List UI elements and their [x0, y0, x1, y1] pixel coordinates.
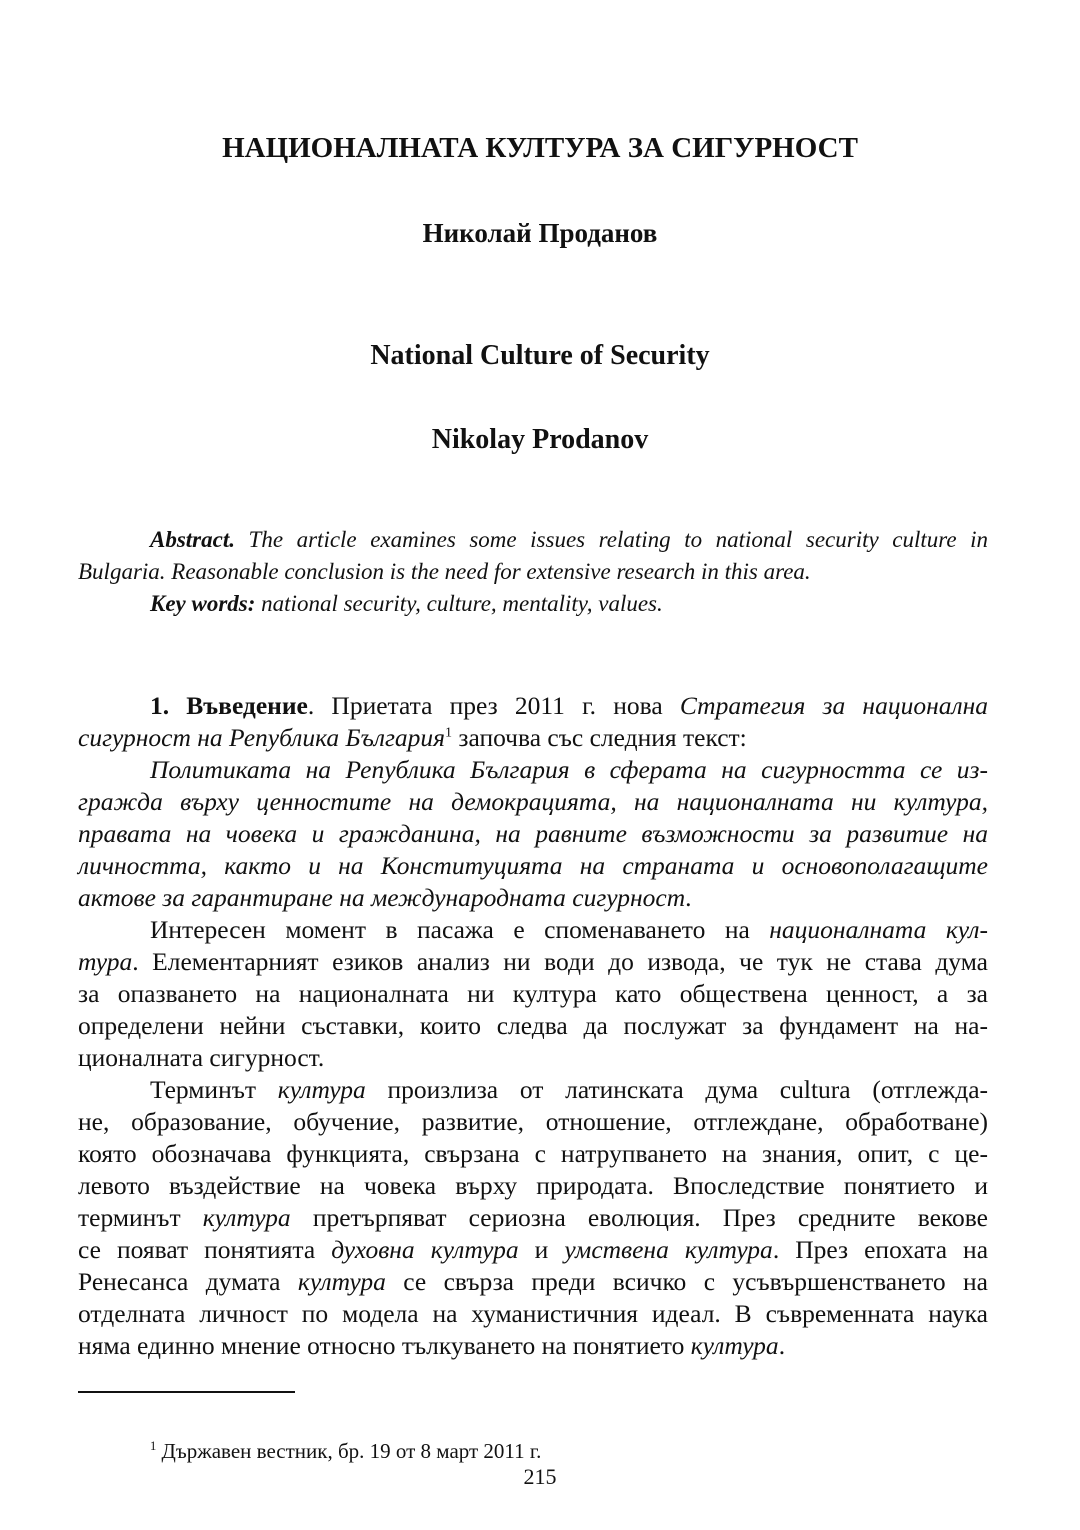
text-segment: сигурност на Република България [78, 723, 445, 752]
text-segment: . През епохата на [772, 1235, 989, 1264]
text-line [78, 722, 988, 754]
text-line [78, 1170, 988, 1202]
footnote-divider [78, 1391, 295, 1393]
text-segment: актове за гарантиране на международната сигурност [78, 883, 686, 912]
text-line [78, 524, 988, 556]
text-line [78, 1010, 988, 1042]
text-segment: произлиза от латинската дума cultura (отглежда- [365, 1075, 988, 1104]
text-segment: Abstract. [150, 527, 235, 552]
text-segment: култура [297, 1267, 386, 1296]
text-line [78, 786, 988, 818]
footnote-reference: 1 [445, 725, 453, 741]
text-segment: 1. Въведение [150, 691, 308, 720]
text-segment: Ренесанса думата [78, 1267, 298, 1296]
text-segment: гражда върху ценностите на демокрацията, на националната ни култура, [78, 787, 988, 816]
text-segment: отделната личност по модела на хуманистичния идеал. В съвременната наука [78, 1299, 988, 1328]
text-segment: националната кул- [769, 915, 988, 944]
article-title: НАЦИОНАЛНАТА КУЛТУРА ЗА СИГУРНОСТ [222, 132, 858, 164]
text-line [78, 1330, 988, 1362]
text-segment: терминът [78, 1203, 203, 1232]
text-segment: . Приетата през 2011 г. нова [307, 691, 680, 720]
text-line [78, 882, 988, 914]
body-text [78, 690, 988, 1362]
text-segment: се появат понятията [78, 1235, 332, 1264]
page-number: 215 [523, 1464, 557, 1489]
text-segment: The article examines some issues relating to national security culture in [234, 527, 988, 552]
text-line [78, 1234, 988, 1266]
text-segment: култура [690, 1331, 779, 1360]
text-line [78, 754, 988, 786]
text-segment: култура [202, 1203, 291, 1232]
text-segment: левото въздействие на човека върху природата. Впоследствие понятието и [78, 1171, 988, 1200]
text-segment: духовна култура [331, 1235, 519, 1264]
text-line [78, 1074, 988, 1106]
text-segment: и [518, 1235, 565, 1264]
footnote-marker: 1 [150, 1439, 157, 1453]
text-segment: . [778, 1331, 786, 1360]
abstract [78, 524, 988, 620]
text-line [78, 556, 988, 588]
text-line [78, 588, 988, 620]
text-segment: Стратегия за национална [679, 691, 988, 720]
text-segment: личността, както и на Конституцията на страната и основополагащите [78, 851, 988, 880]
text-segment: Интересен момент в пасажа е споменаването на [150, 915, 770, 944]
text-line [78, 1298, 988, 1330]
footnote [150, 1439, 541, 1464]
text-segment: култура [277, 1075, 366, 1104]
text-segment: Политиката на Република България в сферата на сигурността се из- [150, 755, 988, 784]
text-line [78, 850, 988, 882]
text-line [78, 1138, 988, 1170]
text-segment: national security, culture, mentality, values. [255, 591, 663, 616]
author-name: Николай Проданов [422, 218, 658, 248]
text-segment: за опазването на националната ни култура като обществена ценност, а за [78, 979, 988, 1008]
text-segment: Key words: [150, 591, 256, 616]
text-segment: правата на човека и гражданина, на равните възможности за развитие на [78, 819, 988, 848]
text-line [78, 978, 988, 1010]
text-line [78, 914, 988, 946]
text-segment: се свърза преди всичко с усъвършенстването на [385, 1267, 988, 1296]
article-title-english: National Culture of Security [370, 340, 710, 371]
text-line [78, 1106, 988, 1138]
text-segment: Терминът [150, 1075, 278, 1104]
text-segment: ционалната сигурност. [78, 1043, 325, 1072]
text-segment: Bulgaria. Reasonable conclusion is the need for extensive research in this area. [78, 559, 811, 584]
text-segment: тура [78, 947, 133, 976]
text-segment: не, образование, обучение, развитие, отношение, отглеждане, обработване) [78, 1107, 988, 1136]
text-segment: определени нейни съставки, които следва да послужат за фундамент на на- [78, 1011, 988, 1040]
text-segment: започва със следния текст: [452, 723, 747, 752]
text-line [78, 818, 988, 850]
text-segment: претърпяват сериозна еволюция. През средните векове [290, 1203, 988, 1232]
author-name-english: Nikolay Prodanov [431, 424, 649, 455]
footnote-text: Държавен вестник, бр. 19 от 8 март 2011 г. [156, 1439, 542, 1463]
text-line [78, 690, 988, 722]
text-line [78, 1042, 988, 1074]
text-segment: . [685, 883, 692, 912]
text-segment: . Елементарният езиков анализ ни води до извода, че тук не става дума [132, 947, 988, 976]
text-segment: която обозначава функцията, свързана с натрупването на знания, опит, с це- [78, 1139, 988, 1168]
text-line [78, 1202, 988, 1234]
text-line [78, 946, 988, 978]
text-segment: няма единно мнение относно тълкуването на понятието [78, 1331, 691, 1360]
text-line [78, 1266, 988, 1298]
text-segment: умствена култура [564, 1235, 773, 1264]
